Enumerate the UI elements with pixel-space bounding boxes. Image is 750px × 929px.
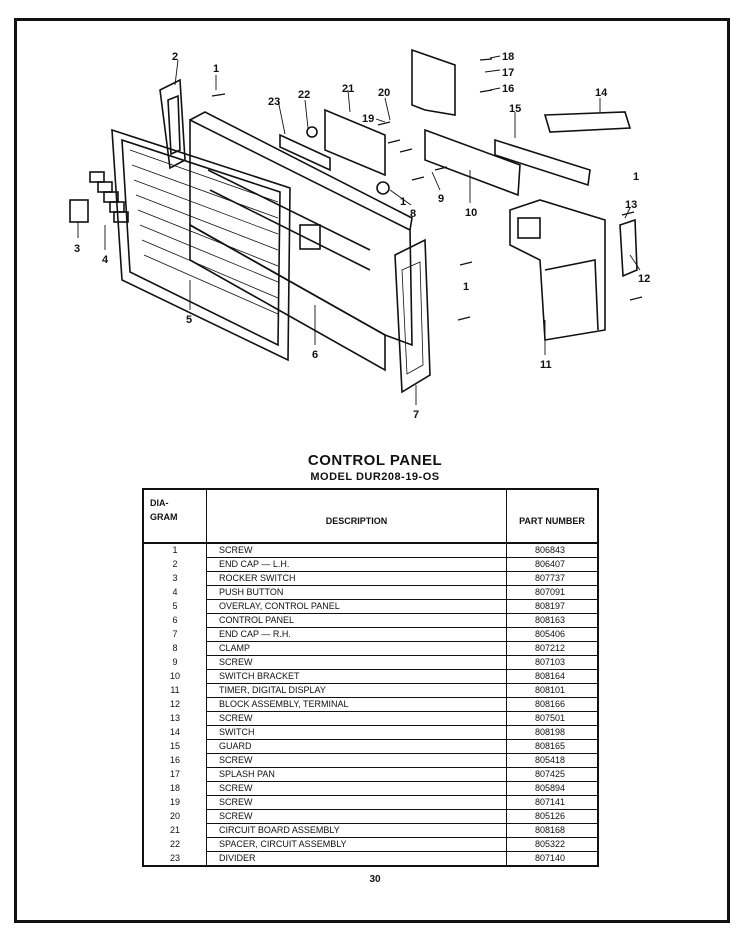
table-row — [143, 558, 598, 572]
row-part-number: 805126 — [507, 810, 599, 824]
switch-shape — [545, 112, 630, 132]
row-part-number: 807737 — [507, 572, 599, 586]
row-part-number: 807425 — [507, 768, 599, 782]
callout-3: 3 — [74, 243, 81, 255]
row-part-number: 807103 — [507, 656, 599, 670]
row-part-number: 806843 — [507, 543, 599, 558]
header-part-number: PART NUMBER — [507, 489, 599, 543]
row-part-number: 805894 — [507, 782, 599, 796]
row-part-number: 807212 — [507, 642, 599, 656]
callout-11: 11 — [540, 359, 552, 371]
callout-5: 5 — [186, 314, 193, 326]
exploded-parts-diagram — [40, 40, 700, 440]
row-description: PUSH BUTTON — [207, 586, 507, 600]
row-description: SCREW — [207, 782, 507, 796]
table-row — [143, 614, 598, 628]
row-description: SCREW — [207, 712, 507, 726]
row-part-number: 805406 — [507, 628, 599, 642]
row-diagram: 20 — [143, 810, 207, 824]
row-diagram: 6 — [143, 614, 207, 628]
model-subtitle: MODEL DUR208-19-OS — [310, 471, 440, 483]
row-description: TIMER, DIGITAL DISPLAY — [207, 684, 507, 698]
table-row — [143, 656, 598, 670]
callout-13: 13 — [625, 199, 638, 211]
callout-17: 17 — [502, 67, 515, 79]
row-description: SCREW — [207, 810, 507, 824]
callout-7: 7 — [413, 409, 420, 421]
row-description: DIVIDER — [207, 852, 507, 867]
table-row — [143, 642, 598, 656]
row-diagram: 16 — [143, 754, 207, 768]
callout-15: 15 — [509, 103, 522, 115]
row-diagram: 22 — [143, 838, 207, 852]
timer-shape — [510, 200, 605, 340]
row-part-number: 808165 — [507, 740, 599, 754]
row-diagram: 10 — [143, 670, 207, 684]
table-row — [143, 543, 598, 558]
callout-22: 22 — [298, 89, 311, 101]
table-row — [143, 824, 598, 838]
callout-8: 8 — [410, 208, 417, 220]
page-title: CONTROL PANEL — [307, 452, 443, 469]
callout-21: 21 — [342, 83, 355, 95]
row-part-number: 806407 — [507, 558, 599, 572]
row-part-number: 807091 — [507, 586, 599, 600]
row-diagram: 2 — [143, 558, 207, 572]
callout-1b: 1 — [633, 171, 640, 183]
table-row — [143, 712, 598, 726]
header-diagram-line2: GRAM — [150, 512, 178, 522]
row-part-number: 805418 — [507, 754, 599, 768]
row-diagram: 13 — [143, 712, 207, 726]
row-description: SPACER, CIRCUIT ASSEMBLY — [207, 838, 507, 852]
callout-4: 4 — [102, 254, 109, 266]
table-row — [143, 572, 598, 586]
row-diagram: 15 — [143, 740, 207, 754]
row-part-number: 808198 — [507, 726, 599, 740]
spacer-shape — [307, 127, 317, 137]
row-description: CIRCUIT BOARD ASSEMBLY — [207, 824, 507, 838]
row-diagram: 3 — [143, 572, 207, 586]
callout-12: 12 — [638, 273, 651, 285]
table-row — [143, 754, 598, 768]
row-description: ROCKER SWITCH — [207, 572, 507, 586]
row-diagram: 17 — [143, 768, 207, 782]
parts-table — [142, 488, 599, 867]
row-part-number: 808101 — [507, 684, 599, 698]
row-diagram: 5 — [143, 600, 207, 614]
row-description: GUARD — [207, 740, 507, 754]
callout-23: 23 — [268, 96, 281, 108]
callout-20: 20 — [378, 87, 391, 99]
row-part-number: 808168 — [507, 824, 599, 838]
row-description: END CAP — R.H. — [207, 628, 507, 642]
row-part-number: 807501 — [507, 712, 599, 726]
row-description: SPLASH PAN — [207, 768, 507, 782]
row-diagram: 21 — [143, 824, 207, 838]
control-panel-shape — [190, 120, 412, 345]
parts-table-header — [143, 489, 598, 543]
table-row — [143, 810, 598, 824]
row-part-number: 808164 — [507, 670, 599, 684]
callout-16: 16 — [502, 83, 515, 95]
callout-1c: 1 — [463, 281, 470, 293]
callout-18: 18 — [502, 51, 515, 63]
page-number: 30 — [369, 874, 381, 885]
table-row — [143, 768, 598, 782]
table-row — [143, 796, 598, 810]
row-description: SWITCH BRACKET — [207, 670, 507, 684]
row-diagram: 19 — [143, 796, 207, 810]
row-description: END CAP — L.H. — [207, 558, 507, 572]
table-row — [143, 670, 598, 684]
overlay-shape — [112, 130, 290, 360]
callout-6: 6 — [312, 349, 319, 361]
row-part-number: 808166 — [507, 698, 599, 712]
row-diagram: 14 — [143, 726, 207, 740]
row-diagram: 4 — [143, 586, 207, 600]
table-row — [143, 726, 598, 740]
row-diagram: 9 — [143, 656, 207, 670]
row-part-number: 808163 — [507, 614, 599, 628]
row-part-number: 807141 — [507, 796, 599, 810]
rocker-switch-shape — [70, 200, 88, 222]
header-diagram-line1: DIA- — [150, 498, 169, 508]
row-description: SCREW — [207, 754, 507, 768]
guard-shape — [495, 140, 590, 185]
end-cap-right-shape — [395, 240, 430, 392]
row-description: OVERLAY, CONTROL PANEL — [207, 600, 507, 614]
row-part-number: 807140 — [507, 852, 599, 867]
push-buttons-shape — [90, 172, 128, 222]
table-row — [143, 586, 598, 600]
row-part-number: 808197 — [507, 600, 599, 614]
divider-shape — [280, 135, 330, 170]
row-description: SWITCH — [207, 726, 507, 740]
callout-2: 2 — [172, 51, 179, 63]
callout-9: 9 — [438, 193, 445, 205]
row-diagram: 7 — [143, 628, 207, 642]
row-description: BLOCK ASSEMBLY, TERMINAL — [207, 698, 507, 712]
row-description: SCREW — [207, 656, 507, 670]
row-description: SCREW — [207, 796, 507, 810]
table-row — [143, 740, 598, 754]
table-row — [143, 600, 598, 614]
callout-14: 14 — [595, 87, 608, 99]
splash-pan-shape — [412, 50, 455, 115]
row-diagram: 12 — [143, 698, 207, 712]
callout-1a: 1 — [213, 63, 220, 75]
table-row — [143, 628, 598, 642]
row-diagram: 8 — [143, 642, 207, 656]
table-row — [143, 852, 598, 867]
row-diagram: 23 — [143, 852, 207, 867]
callout-10: 10 — [465, 207, 478, 219]
table-row — [143, 838, 598, 852]
table-row — [143, 698, 598, 712]
header-description: DESCRIPTION — [207, 489, 507, 543]
row-description: CONTROL PANEL — [207, 614, 507, 628]
row-diagram: 1 — [143, 543, 207, 558]
table-row — [143, 684, 598, 698]
end-cap-left-shape — [160, 80, 185, 168]
row-diagram: 11 — [143, 684, 207, 698]
clamp-shape — [377, 182, 389, 194]
row-part-number: 805322 — [507, 838, 599, 852]
row-description: CLAMP — [207, 642, 507, 656]
switch-bracket-shape — [425, 130, 520, 195]
callout-1d: 1 — [400, 196, 407, 208]
parts-table-body — [143, 543, 598, 866]
terminal-block-shape — [620, 220, 637, 276]
callout-19: 19 — [362, 113, 375, 125]
circuit-board-shape — [325, 110, 385, 175]
row-diagram: 18 — [143, 782, 207, 796]
table-row — [143, 782, 598, 796]
row-description: SCREW — [207, 543, 507, 558]
header-diagram — [143, 489, 207, 543]
